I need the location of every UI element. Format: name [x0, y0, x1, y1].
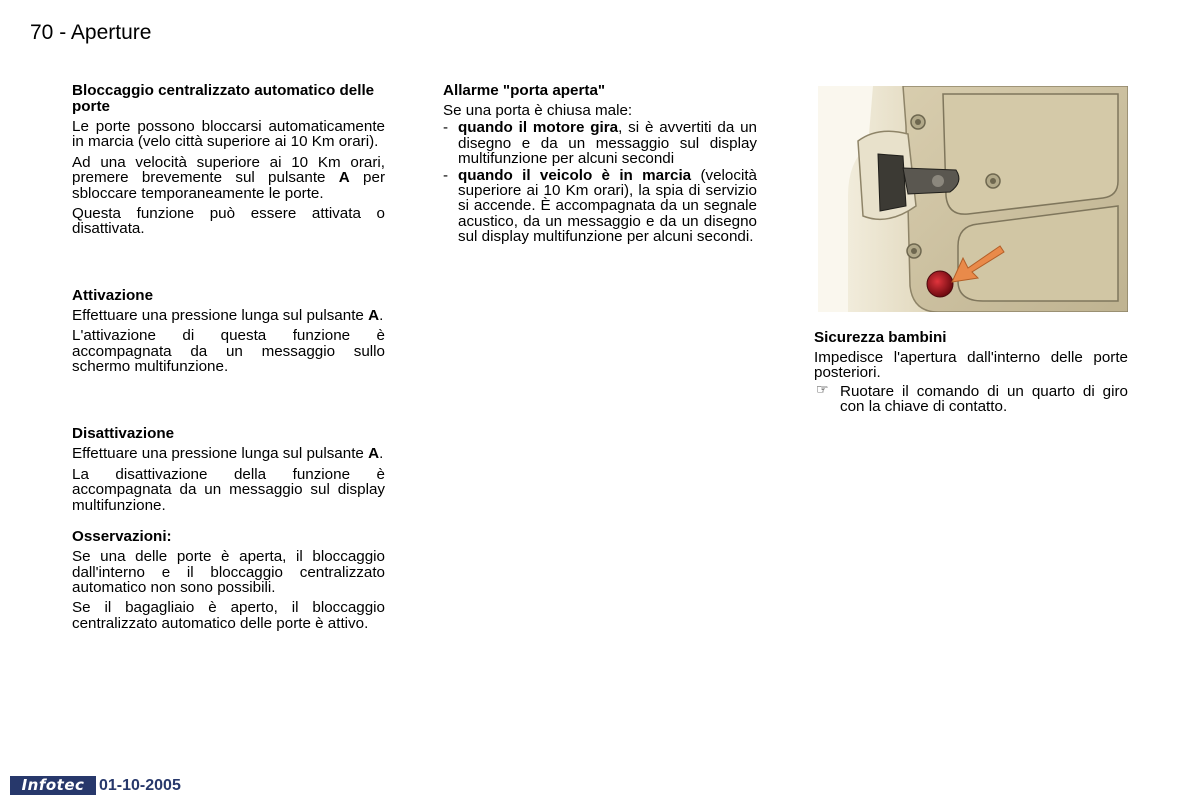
auto-lock-p2-before: Ad una velocità superiore ai 10 Km orari, premere brevemente sul pulsante [72, 153, 385, 187]
button-a-ref: A [368, 445, 380, 463]
notes-section [72, 529, 385, 631]
child-safety-paragraph: Impedisce l'apertura dall'interno delle porte posteriori. [814, 349, 1128, 382]
button-a-ref: A [368, 306, 380, 324]
page-header [30, 21, 151, 45]
door-alarm-section [443, 83, 757, 245]
deactivation-paragraph-2: La disattivazione della funzione è accompagnata da un messaggio sul display multifunzione. [72, 465, 385, 514]
auto-lock-section [72, 83, 385, 237]
auto-lock-paragraph-1: Le porte possono bloccarsi automaticamente in marcia (velo città superiore ai 10 Km orari). [72, 118, 385, 151]
pointing-hand-icon: ☞ [816, 381, 829, 398]
auto-lock-title: Bloccaggio centralizzato automatico delle porte [72, 82, 375, 115]
footer-date: 01-10-2005 [99, 777, 181, 794]
header-separator: - [59, 21, 67, 44]
child-safety-title: Sicurezza bambini [814, 329, 947, 346]
activation-p1-after: . [379, 306, 384, 324]
notes-paragraph-1: Se una delle porte è aperta, il bloccaggio dall'interno e il bloccaggio centralizzato automatico non sono possibili. [72, 548, 385, 596]
activation-section [72, 288, 385, 375]
list-item-text: (velocità superiore ai 10 Km orari), la spia di servizio si accende. È accompagnata da un segnale acustico, da un messaggio e da un disegno sul display multifunzione per alcuni secondi. [458, 166, 757, 246]
auto-lock-paragraph-3: Questa funzione può essere attivata o disattivata. [72, 205, 385, 238]
child-safety-section [814, 330, 1128, 415]
activation-title: Attivazione [72, 286, 154, 304]
deactivation-section [72, 426, 385, 513]
deactivation-paragraph-1 [72, 446, 385, 461]
infotec-logo: Infotec [10, 776, 96, 795]
section-title: Aperture [70, 21, 152, 44]
deactivation-p1-before: Effettuare una pressione lunga sul pulsante [72, 445, 369, 463]
notes-paragraph-2: Se il bagagliaio è aperto, il bloccaggio centralizzato automatico delle porte è attivo. [72, 599, 385, 632]
door-alarm-title: Allarme "porta aperta" [443, 82, 606, 99]
list-dash: - [443, 166, 449, 184]
column-left [72, 83, 385, 636]
activation-paragraph-2: L'attivazione di questa funzione è accompagnata da un messaggio sullo schermo multifunzione. [72, 327, 385, 376]
column-right [814, 330, 1128, 415]
activation-p1-before: Effettuare una pressione lunga sul pulsante [72, 306, 369, 324]
list-dash: - [443, 119, 449, 137]
door-child-lock-illustration [818, 86, 1128, 312]
list-item-bold: quando il motore gira [458, 119, 619, 137]
auto-lock-paragraph-2 [72, 155, 385, 201]
door-alarm-intro: Se una porta è chiusa male: [443, 102, 633, 119]
list-item-bold: quando il veicolo è in marcia [458, 166, 692, 184]
page-number: 70 [30, 21, 54, 44]
column-middle [443, 83, 757, 246]
list-item-text: , si è avvertiti da un disegno e da un messaggio sul display multifunzione per alcuni secondi [458, 119, 757, 168]
instruction-text: Ruotare il comando di un quarto di giro con la chiave di contatto. [840, 382, 1128, 416]
auto-lock-p2-after: per sbloccare temporaneamente le porte. [72, 169, 385, 202]
instruction-item [814, 381, 1128, 416]
notes-title: Osservazioni: [72, 528, 172, 546]
activation-paragraph-1 [72, 308, 385, 323]
door-photo-svg [818, 86, 1128, 312]
list-item [443, 168, 757, 245]
deactivation-p1-after: . [379, 445, 384, 463]
button-a-ref: A [338, 169, 350, 187]
list-item [443, 120, 757, 166]
deactivation-title: Disattivazione [72, 425, 175, 443]
